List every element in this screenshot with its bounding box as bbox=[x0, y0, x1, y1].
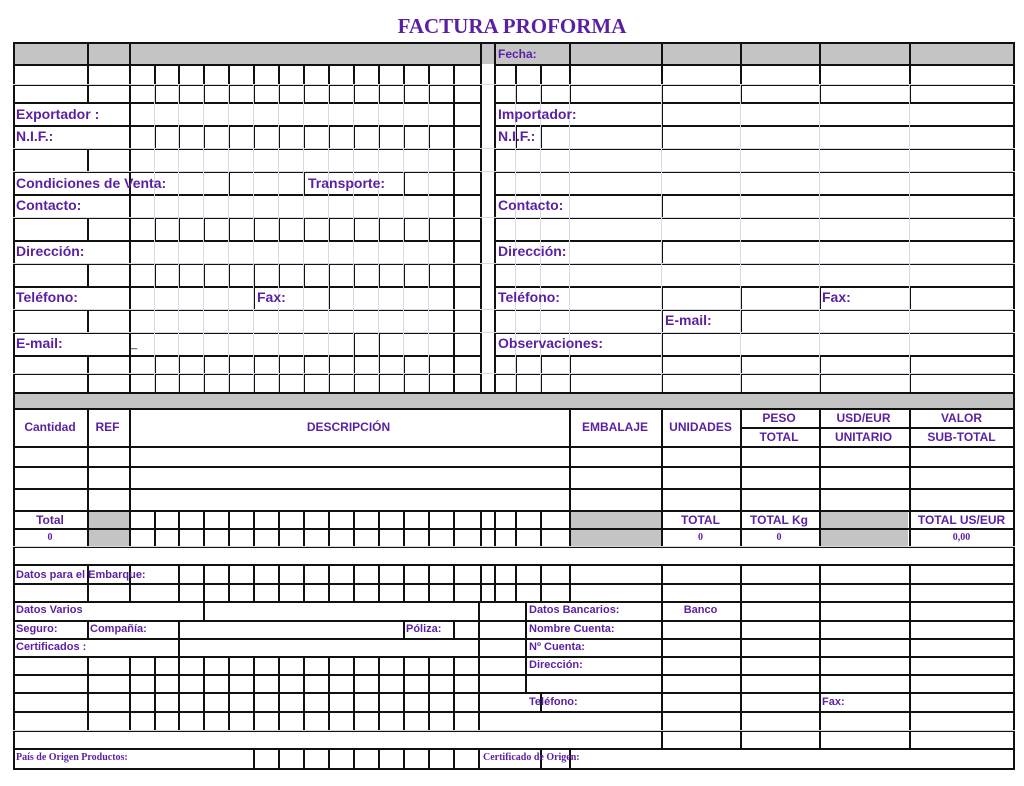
rule-line bbox=[203, 510, 205, 546]
rule-line bbox=[453, 620, 455, 638]
rule-line bbox=[13, 546, 1015, 547]
rule-line bbox=[87, 217, 89, 240]
rule-line bbox=[253, 510, 255, 546]
rule-line bbox=[87, 309, 89, 332]
rule-line bbox=[13, 564, 1015, 566]
rule-line bbox=[909, 601, 911, 748]
rule-line bbox=[13, 171, 1015, 172]
rule-line bbox=[129, 656, 131, 730]
rule-line bbox=[13, 148, 1015, 149]
rule-line bbox=[87, 620, 89, 638]
rule-line bbox=[453, 510, 455, 546]
rule-line bbox=[13, 263, 1015, 264]
total-unidades-value: 0 bbox=[698, 532, 703, 543]
rule-line bbox=[378, 564, 380, 601]
rule-line bbox=[228, 564, 230, 601]
rule-line bbox=[278, 656, 280, 730]
contacto-importador-input[interactable] bbox=[663, 196, 1013, 216]
total-importe-label: TOTAL US/EUR bbox=[917, 513, 1006, 527]
rule-line bbox=[178, 620, 180, 638]
compania-label: Compañía: bbox=[90, 623, 147, 635]
col-peso-total-header: TOTAL bbox=[759, 430, 799, 444]
rule-line bbox=[13, 42, 15, 768]
rule-line bbox=[1013, 42, 1015, 768]
rule-line bbox=[819, 564, 821, 601]
rule-line bbox=[540, 510, 542, 546]
importador-label: Importador: bbox=[498, 106, 577, 122]
col-descripcion-header: DESCRIPCIÓN bbox=[306, 420, 391, 434]
rule-line bbox=[428, 656, 430, 730]
rule-line bbox=[13, 392, 1015, 394]
rule-line bbox=[515, 510, 517, 546]
rule-line bbox=[154, 510, 156, 546]
rule-line bbox=[303, 510, 305, 546]
rule-line bbox=[13, 711, 1015, 713]
total-kg-value: 0 bbox=[776, 532, 782, 543]
rule-line bbox=[478, 620, 480, 638]
rule-line bbox=[203, 601, 205, 620]
rule-line bbox=[178, 656, 180, 730]
rule-line bbox=[353, 656, 355, 730]
total-value: 0 bbox=[47, 532, 53, 543]
banco-label: Banco bbox=[683, 604, 718, 616]
email-exportador-value: _ bbox=[131, 338, 138, 350]
datos-varios-label: Datos Varios bbox=[16, 604, 83, 616]
rule-line bbox=[13, 638, 1015, 640]
rule-line bbox=[403, 620, 405, 638]
rule-line bbox=[203, 564, 205, 601]
rule-line bbox=[525, 601, 527, 620]
rule-line bbox=[525, 638, 527, 656]
rule-line bbox=[525, 620, 527, 638]
rule-line bbox=[403, 656, 405, 730]
nif-importador-label: N.I.F.: bbox=[498, 128, 536, 144]
rule-line bbox=[13, 768, 1015, 770]
rule-line bbox=[278, 564, 280, 601]
nif-exportador-label: N.I.F.: bbox=[16, 128, 54, 144]
col-usd-eur-header: USD/EUR bbox=[836, 411, 891, 425]
certificados-label: Certificados : bbox=[16, 641, 87, 653]
rule-line bbox=[13, 510, 1015, 512]
rule-line bbox=[353, 564, 355, 601]
rule-line bbox=[13, 730, 1015, 731]
telefono-exportador-input[interactable] bbox=[130, 288, 252, 308]
rule-line bbox=[87, 263, 89, 286]
rule-line bbox=[515, 564, 517, 601]
rule-line bbox=[453, 564, 455, 601]
direccion-exportador-input[interactable] bbox=[130, 242, 452, 262]
rule-line bbox=[13, 466, 1015, 468]
rule-line bbox=[494, 355, 1015, 357]
email-exportador-input[interactable] bbox=[140, 334, 352, 354]
rule-line bbox=[453, 656, 455, 730]
fax-importador-input[interactable] bbox=[910, 288, 1013, 308]
seguro-label: Seguro: bbox=[16, 623, 58, 635]
rule-line bbox=[13, 620, 1015, 622]
rule-line bbox=[378, 510, 380, 546]
exportador-label: Exportador : bbox=[16, 106, 100, 122]
total-kg-label: TOTAL Kg bbox=[750, 513, 808, 527]
numero-cuenta-label: Nº Cuenta: bbox=[529, 641, 585, 653]
rule-line bbox=[253, 564, 255, 601]
rule-line bbox=[740, 601, 742, 748]
rule-line bbox=[13, 583, 1015, 585]
pais-origen-label: País de Origen Productos: bbox=[16, 752, 128, 763]
fax-banco-label: Fax: bbox=[822, 696, 845, 708]
col-cantidad-header: Cantidad bbox=[24, 420, 76, 434]
nombre-cuenta-label: Nombre Cuenta: bbox=[529, 623, 615, 635]
rule-line bbox=[13, 355, 480, 357]
rule-line bbox=[87, 148, 89, 171]
rule-line bbox=[525, 656, 527, 692]
col-embalaje-header: EMBALAJE bbox=[581, 420, 648, 434]
rule-line bbox=[13, 309, 1015, 310]
rule-line bbox=[13, 408, 1015, 410]
rule-line bbox=[740, 564, 742, 601]
transporte-label: Transporte: bbox=[308, 175, 386, 191]
rule-line bbox=[909, 564, 911, 601]
rule-line bbox=[569, 564, 571, 601]
rule-line bbox=[278, 510, 280, 546]
col-ref-header: REF bbox=[95, 420, 120, 434]
rule-line bbox=[13, 332, 1015, 333]
certificado-origen-label: Certificado de Origen: bbox=[483, 752, 580, 763]
fecha-label: Fecha: bbox=[498, 47, 537, 61]
rule-line bbox=[203, 656, 205, 730]
rule-line bbox=[819, 408, 821, 546]
rule-line bbox=[378, 656, 380, 730]
nif-importador-input[interactable] bbox=[663, 127, 1013, 147]
contacto-importador-label: Contacto: bbox=[498, 197, 564, 213]
fax-exportador-label: Fax: bbox=[257, 289, 286, 305]
page-title: FACTURA PROFORMA bbox=[397, 14, 627, 38]
col-valor-header: VALOR bbox=[940, 411, 983, 425]
pais-origen-input[interactable] bbox=[256, 749, 476, 767]
col-unitario-header: UNITARIO bbox=[834, 430, 893, 444]
rule-line bbox=[253, 656, 255, 730]
col-subtotal-header: SUB-TOTAL bbox=[927, 430, 996, 444]
fecha-input[interactable] bbox=[570, 45, 660, 63]
rule-line bbox=[328, 564, 330, 601]
rule-line bbox=[228, 510, 230, 546]
total-unidades-label: TOTAL bbox=[681, 513, 720, 527]
rule-line bbox=[13, 64, 480, 66]
poliza-label: Póliza: bbox=[406, 623, 442, 635]
observaciones-label: Observaciones: bbox=[498, 335, 604, 351]
certificado-origen-input[interactable] bbox=[606, 749, 1013, 767]
rule-line bbox=[478, 638, 480, 656]
rule-line bbox=[178, 638, 180, 656]
rule-line bbox=[13, 656, 1015, 658]
telefono-importador-label: Teléfono: bbox=[498, 289, 560, 305]
rule-line bbox=[494, 64, 1015, 66]
rule-line bbox=[13, 446, 1015, 448]
rule-line bbox=[478, 748, 480, 768]
rule-line bbox=[740, 427, 1015, 429]
rule-line bbox=[328, 656, 330, 730]
rule-line bbox=[303, 656, 305, 730]
rule-line bbox=[494, 510, 496, 546]
rule-line bbox=[13, 528, 1015, 530]
exportador-input[interactable] bbox=[130, 104, 452, 124]
rule-line bbox=[13, 601, 1015, 603]
datos-bancarios-label: Datos Bancarios: bbox=[529, 604, 620, 616]
importador-input[interactable] bbox=[663, 104, 1013, 124]
col-unidades-header: UNIDADES bbox=[669, 420, 732, 434]
col-peso-header: PESO bbox=[762, 411, 796, 425]
rule-line bbox=[13, 217, 1015, 218]
rule-line bbox=[480, 510, 482, 546]
rule-line bbox=[228, 656, 230, 730]
email-importador-input[interactable] bbox=[741, 311, 1013, 331]
rule-line bbox=[661, 84, 662, 392]
nif-exportador-input[interactable] bbox=[130, 127, 452, 147]
direccion-importador-label: Dirección: bbox=[498, 243, 567, 259]
rule-line bbox=[178, 564, 180, 601]
total-importe-value: 0,00 bbox=[952, 532, 971, 543]
rule-line bbox=[154, 656, 156, 730]
rule-line bbox=[13, 42, 1015, 44]
contacto-exportador-label: Contacto: bbox=[16, 197, 82, 213]
rule-line bbox=[253, 748, 255, 768]
rule-line bbox=[403, 564, 405, 601]
rule-line bbox=[453, 64, 455, 392]
total-label: Total bbox=[36, 513, 64, 527]
email-exportador-label: E-mail: bbox=[16, 335, 63, 351]
rule-line bbox=[428, 510, 430, 546]
observaciones-input[interactable] bbox=[663, 334, 1013, 354]
rule-line bbox=[478, 601, 480, 620]
rule-line bbox=[540, 564, 542, 601]
direccion-exportador-label: Dirección: bbox=[16, 243, 85, 259]
datos-embarque-label: Datos para el Embarque: bbox=[16, 569, 146, 581]
rule-line bbox=[353, 510, 355, 546]
telefono-exportador-label: Teléfono: bbox=[16, 289, 78, 305]
condiciones-venta-input[interactable] bbox=[230, 173, 302, 193]
direccion-banco-label: Dirección: bbox=[529, 659, 583, 671]
rule-line bbox=[428, 564, 430, 601]
telefono-importador-input[interactable] bbox=[663, 288, 739, 308]
rule-line bbox=[661, 564, 663, 601]
transporte-input[interactable] bbox=[406, 173, 452, 193]
fax-exportador-input[interactable] bbox=[330, 288, 452, 308]
contacto-exportador-input[interactable] bbox=[130, 196, 452, 216]
rule-line bbox=[13, 692, 1015, 694]
rule-line bbox=[478, 656, 480, 730]
rule-line bbox=[13, 674, 1015, 676]
rule-line bbox=[480, 564, 482, 601]
telefono-banco-label: Teléfono: bbox=[529, 696, 578, 708]
rule-line bbox=[328, 510, 330, 546]
rule-line bbox=[87, 42, 89, 102]
rule-line bbox=[403, 510, 405, 546]
rule-line bbox=[13, 84, 1015, 85]
condiciones-venta-label: Condiciones de Venta: bbox=[16, 175, 167, 191]
rule-line bbox=[129, 42, 131, 102]
direccion-importador-input[interactable] bbox=[663, 242, 1013, 262]
rule-line bbox=[819, 601, 821, 748]
email-importador-label: E-mail: bbox=[665, 312, 712, 328]
rule-line bbox=[87, 656, 89, 730]
fax-importador-label: Fax: bbox=[822, 289, 851, 305]
rule-line bbox=[13, 373, 1015, 374]
rule-line bbox=[13, 488, 1015, 490]
rule-line bbox=[494, 564, 496, 601]
rule-line bbox=[178, 510, 180, 546]
rule-line bbox=[303, 564, 305, 601]
rule-line bbox=[661, 601, 663, 748]
